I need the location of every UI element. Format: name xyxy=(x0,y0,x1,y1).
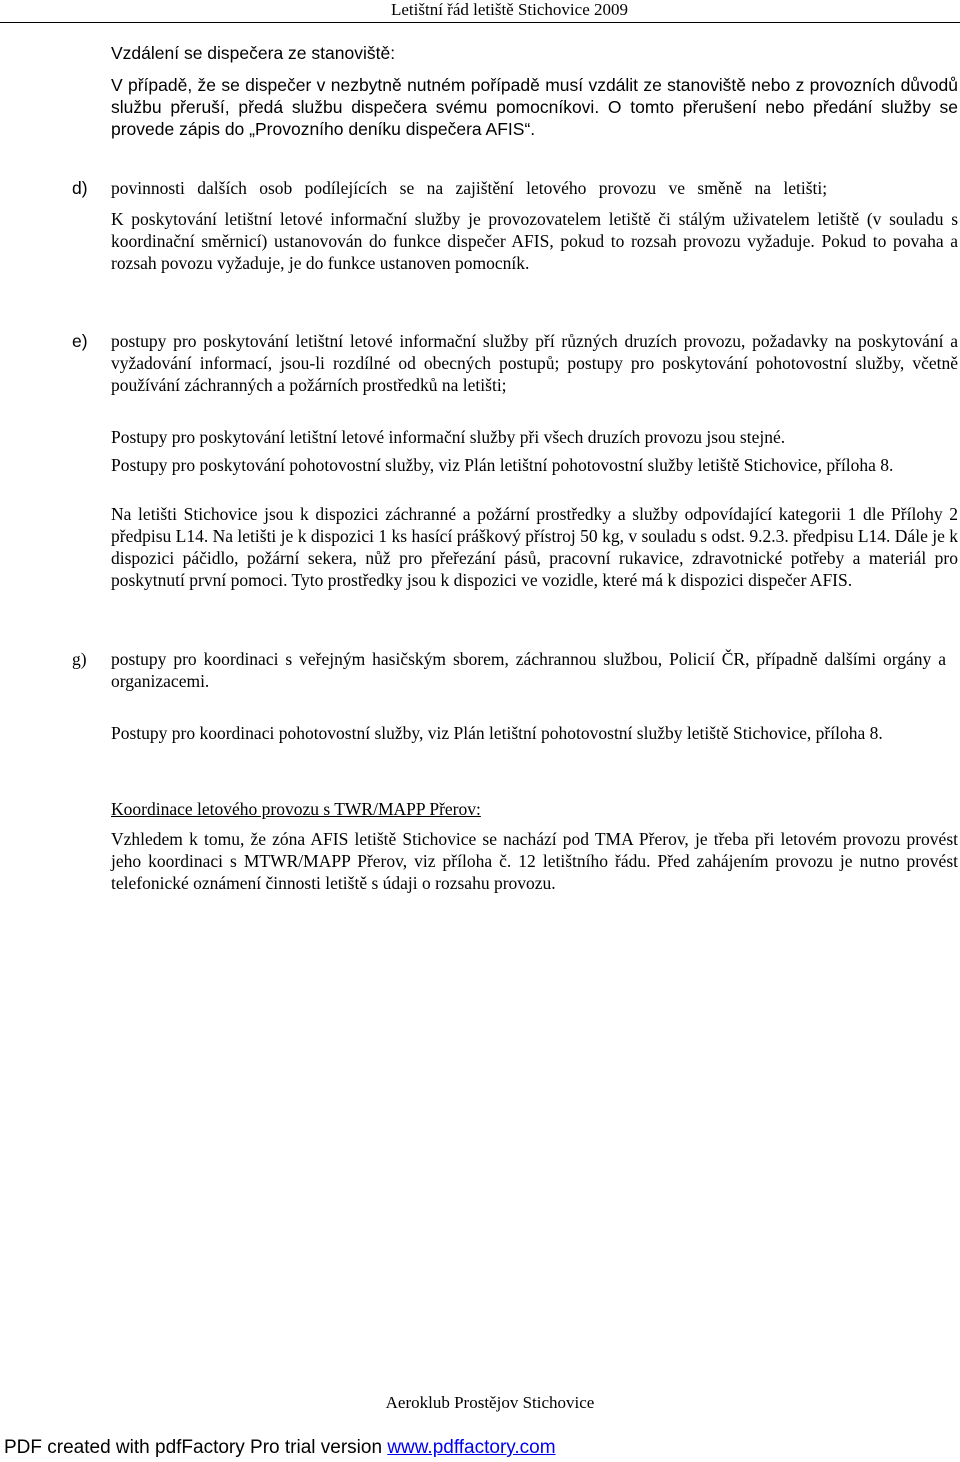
item-e-label: e) xyxy=(72,331,88,351)
absence-heading: Vzdálení se dispečera ze stanoviště: xyxy=(111,43,396,63)
item-e-paragraph-2: Postupy pro poskytování pohotovostní služby, viz Plán letištní pohotovostní služby letiště Stichovice, příloha 8. xyxy=(111,455,894,475)
pdffactory-link[interactable]: www.pdffactory.com xyxy=(387,1437,556,1458)
page-footer xyxy=(0,1392,960,1414)
item-d-label: d) xyxy=(72,178,88,198)
absence-paragraph: V případě, že se dispečer v nezbytně nutném pořípadě musí vzdálit ze stanoviště nebo z provozních důvodů službu přeruší, předá službu dispečera svému pomocníkovi. O tomto přerušení nebo předání služby se provede zápis do „Provozního deníku dispečera AFIS“. xyxy=(111,75,958,139)
item-e-paragraph-1: Postupy pro poskytování letištní letové informační služby při všech druzích provozu jsou stejné. xyxy=(111,427,786,447)
footer-org: Aeroklub Prostějov Stichovice xyxy=(385,1393,595,1412)
page-header xyxy=(0,0,960,23)
pdf-notice-text: PDF created with pdfFactory Pro trial version xyxy=(4,1437,388,1458)
item-e-paragraph-3: Na letišti Stichovice jsou k dispozici záchranné a požární prostředky a služby odpovídající kategorii 1 dle Přílohy 2 předpisu L14. Na letišti je k dispozici 1 ks hasící práškový přístroj 50 kg, v souladu s odst. 9.2.3. předpisu L14. Dále je k dispozici páčidlo, požární sekera, nůž pro přeřezání pásů, pracovní rukavice, zdravotnické potřeby a materiál pro poskytnutí první pomoci. Tyto prostředky jsou k dispozici ve vozidle, které má k dispozici dispečer AFIS. xyxy=(111,504,958,590)
item-e-title: postupy pro poskytování letištní letové informační služby pří různých druzích provozu, požadavky na poskytování a vyžadování informací, jsou-li rozdílné od obecných postupů; postupy pro poskytování pohotovostní služby, včetně používání záchranných a požárních prostředků na letišti; xyxy=(111,331,958,395)
header-title: Letištní řád letiště Stichovice 2009 xyxy=(390,0,628,19)
coordination-paragraph: Vzhledem k tomu, že zóna AFIS letiště Stichovice se nachází pod TMA Přerov, je třeba při letovém provozu provést jeho koordinaci s MTWR/MAPP Přerov, viz příloha č. 12 letištního řádu. Před zahájením provozu je nutno provést telefonické oznámení činnosti letiště s údaji o rozsahu provozu. xyxy=(111,829,958,893)
item-g-title: postupy pro koordinaci s veřejným hasičským sborem, záchrannou službou, Policií ČR, případně dalšími orgány a organizacemi. xyxy=(111,649,946,691)
item-d-title: povinnosti dalších osob podílejících se na zajištění letového provozu ve směně na letišti; xyxy=(111,178,828,198)
item-g-paragraph-1: Postupy pro koordinaci pohotovostní služby, viz Plán letištní pohotovostní služby letiště Stichovice, příloha 8. xyxy=(111,723,883,743)
coordination-heading: Koordinace letového provozu s TWR/MAPP Přerov: xyxy=(111,799,481,819)
pdf-trial-notice xyxy=(4,1436,556,1460)
item-d-paragraph: K poskytování letištní letové informační služby je provozovatelem letiště či stálým uživatelem letiště (v souladu s koordinační směrnicí) ustanovován do funkce dispečer AFIS, pokud to rozsah provozu vyžaduje. Pokud to povaha a rozsah povozu vyžaduje, je do funkce ustanoven pomocník. xyxy=(111,209,958,273)
item-g-label: g) xyxy=(72,649,87,669)
